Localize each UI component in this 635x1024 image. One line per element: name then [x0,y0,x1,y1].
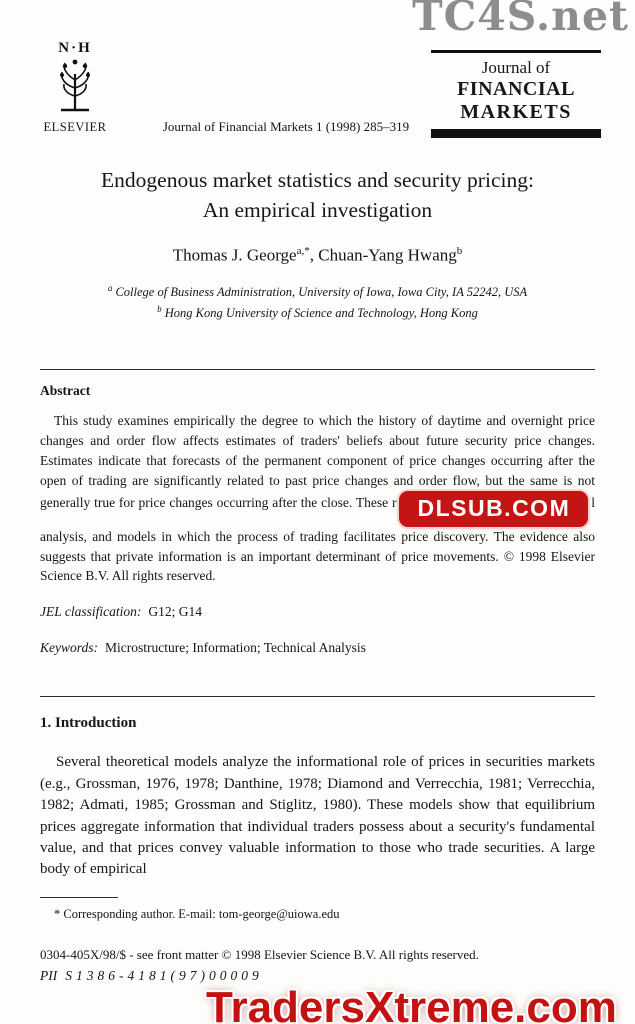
title-line-1: Endogenous market statistics and security pricing: [101,168,534,192]
section-divider [40,696,595,697]
jel-value: G12; G14 [148,604,202,620]
author-1-superscript: a,* [296,245,310,258]
masthead-markets: MARKETS [460,101,572,123]
abstract-text-after-banner: l analysis, and models in which the process of trading facilitates price discovery. The evidence also suggests that private information is an important determinant of price movements. © 1998 Elsevier Science B.V. All rights reserved. [40,494,595,584]
affiliation-b [40,302,595,323]
masthead-journal-of: Journal of [481,58,551,77]
footer-zone [40,897,595,984]
abstract-paragraph [40,411,595,586]
article-content [40,166,595,881]
introduction-heading: 1. Introduction [40,715,137,732]
dlsub-watermark-banner [399,491,588,527]
jel-classification-line [40,604,595,620]
elsevier-logo [36,40,114,135]
dlsub-watermark-text: DLSUB.COM [417,494,571,521]
author-2-superscript: b [456,245,463,258]
issn-copyright-line: 0304-405X/98/$ - see front matter © 1998 Elsevier Science B.V. All rights reserved. [40,947,479,962]
journal-masthead [431,50,601,138]
jel-label: JEL classification: [40,604,142,620]
masthead-top-bar [431,50,601,53]
title-line-2: An empirical investigation [202,197,433,222]
tc4s-watermark: TC4S.net [412,0,629,40]
pii-label: PII [40,968,58,983]
elsevier-tree-icon [36,58,114,119]
author-separator: , [309,245,319,265]
masthead-bottom-bar [431,129,601,138]
affiliation-b-superscript: b [157,304,162,315]
corresponding-author-footnote: * Corresponding author. E-mail: tom-george@uiowa.edu [54,907,340,921]
keywords-label: Keywords: [40,640,98,656]
abstract-divider [40,369,595,370]
introduction-paragraph: Several theoretical models analyze the informational role of prices in securities markets (e.g., Grossman, 1976, 1978; Danthine, 1978; Diamond and Verrecchia, 1981; Verrecchia, 1982; Admati, 1985; Grossman and Stiglitz, 1980). These models show that equilibrium prices aggregate information that individual traders possess about a security's fundamental value, and that prices convey valuable information to those who trade securities. A large body of empirical [40,754,595,878]
author-2: Chuan-Yang Hwang [318,245,457,265]
keywords-line [40,640,595,656]
elsevier-logo-nh: N·H [58,40,92,56]
affiliation-a-superscript: a [107,282,113,293]
journal-citation: Journal of Financial Markets 1 (1998) 285–319 [162,119,410,134]
affiliation-a [40,281,595,302]
keywords-value: Microstructure; Information; Technical Analysis [105,640,366,656]
article-title [40,166,595,225]
footnote-rule [40,897,118,898]
pii-value: S1386-4181(97)00009 [65,968,263,983]
authors-line [40,245,595,266]
author-1: Thomas J. George [172,245,297,265]
affiliation-a-text: College of Business Administration, University of Iowa, Iowa City, IA 52242, USA [115,285,528,300]
pii-line [40,968,595,984]
tradersxtreme-watermark: TradersXtreme.com [206,983,617,1024]
elsevier-logo-name: ELSEVIER [43,120,107,134]
affiliations [40,281,595,323]
abstract-heading: Abstract [40,383,91,399]
masthead-financial: FINANCIAL [457,78,575,100]
abstract-text-before-banner: This study examines empirically the degree to which the history of daytime and overnight price changes and order flow affects estimates of traders' beliefs about future security price changes. Estimates indicate that forecasts of the permanent component of price changes occurring after the open of trading are significantly related to past price changes and order flow, but the same is not generally true for price changes occurring after the close. These r [40,413,595,510]
affiliation-b-text: Hong Kong University of Science and Technology, Hong Kong [164,306,478,321]
